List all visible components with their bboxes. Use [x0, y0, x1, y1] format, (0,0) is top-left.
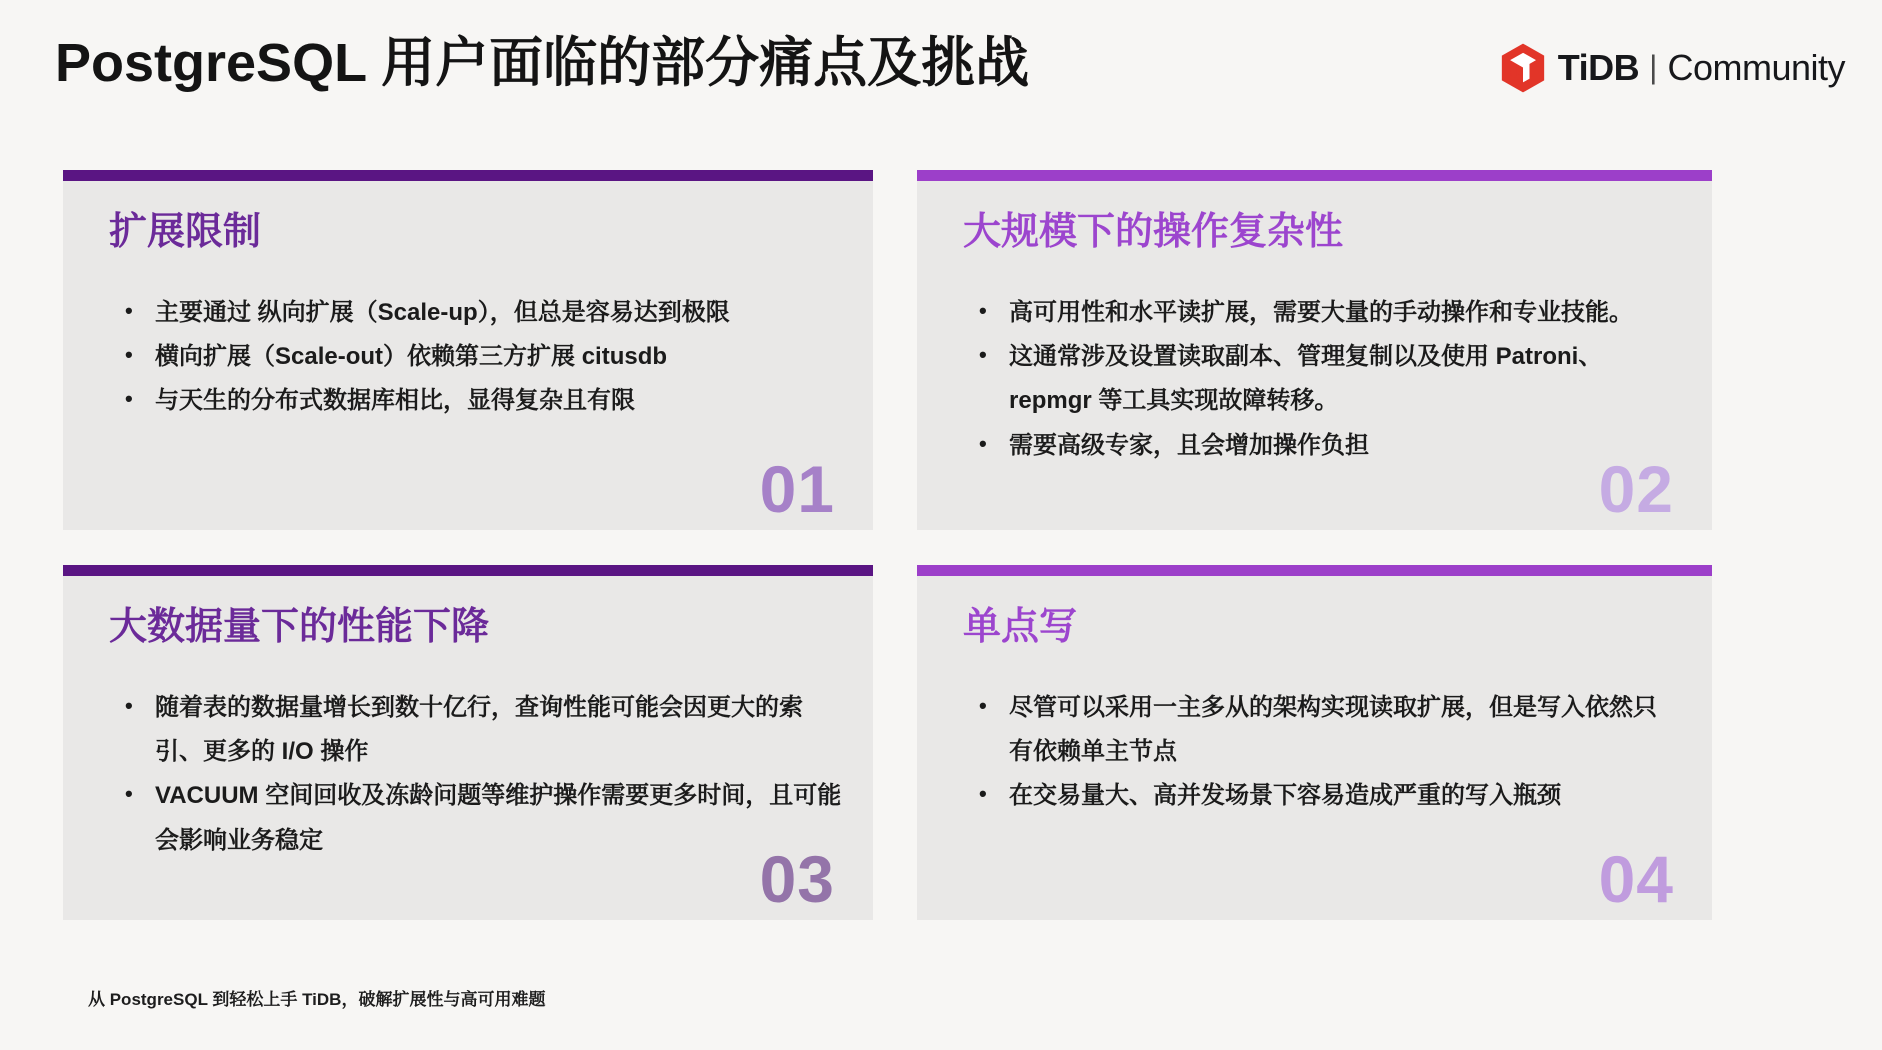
bullet-item: • VACUUM 空间回收及冻龄问题等维护操作需要更多时间，且可能会影响业务稳定	[125, 774, 843, 863]
bullet-item: • 尽管可以采用一主多从的架构实现读取扩展，但是写入依然只有依赖单主节点	[979, 686, 1682, 775]
bullet-item: • 高可用性和水平读扩展，需要大量的手动操作和专业技能。	[979, 291, 1682, 335]
bullet-item: • 随着表的数据量增长到数十亿行，查询性能可能会因更大的索引、更多的 I/O 操作	[125, 686, 843, 775]
bullet-dot-icon: •	[979, 781, 987, 807]
card-accent-bar	[917, 170, 1712, 181]
bullet-list	[109, 686, 843, 864]
card-operational-complexity	[917, 170, 1712, 530]
bullet-item: • 与天生的分布式数据库相比，显得复杂且有限	[125, 379, 843, 423]
bullet-list	[963, 291, 1682, 469]
card-accent-bar	[917, 565, 1712, 576]
card-number: 04	[1598, 842, 1674, 917]
card-title: 单点写	[963, 606, 1078, 648]
bullet-item: • 在交易量大、高并发场景下容易造成严重的写入瓶颈	[979, 774, 1682, 818]
logo-separator: |	[1649, 48, 1658, 85]
card-number: 03	[759, 842, 835, 917]
bullet-dot-icon: •	[979, 692, 987, 718]
bullet-dot-icon: •	[125, 297, 133, 323]
card-performance-degradation	[63, 565, 873, 920]
card-number: 01	[759, 452, 835, 527]
bullet-dot-icon: •	[979, 430, 987, 456]
bullet-item: • 这通常涉及设置读取副本、管理复制以及使用 Patroni、repmgr 等工具实现故障转移。	[979, 335, 1682, 424]
card-title: 大规模下的操作复杂性	[963, 211, 1344, 253]
bullet-item: • 需要高级专家，且会增加操作负担	[979, 424, 1682, 468]
bullet-item: • 横向扩展（Scale-out）依赖第三方扩展 citusdb	[125, 335, 843, 379]
card-accent-bar	[63, 170, 873, 181]
card-scaling-limits	[63, 170, 873, 530]
bullet-dot-icon: •	[125, 692, 133, 718]
tidb-community-logo	[1500, 42, 1845, 94]
tidb-cube-icon	[1500, 42, 1546, 94]
page-title: PostgreSQL 用户面临的部分痛点及挑战	[55, 33, 1030, 93]
bullet-item: • 主要通过 纵向扩展（Scale-up），但总是容易达到极限	[125, 291, 843, 335]
footer-note: 从 PostgreSQL 到轻松上手 TiDB，破解扩展性与高可用难题	[88, 990, 546, 1009]
bullet-dot-icon: •	[979, 297, 987, 323]
bullet-list	[963, 686, 1682, 819]
card-title: 扩展限制	[109, 211, 262, 253]
bullet-dot-icon: •	[125, 386, 133, 412]
card-title: 大数据量下的性能下降	[109, 606, 490, 648]
logo-brand-text: TiDB	[1557, 47, 1640, 88]
logo-wordmark	[1558, 47, 1845, 89]
bullet-dot-icon: •	[979, 342, 987, 368]
card-accent-bar	[63, 565, 873, 576]
bullet-dot-icon: •	[125, 342, 133, 368]
bullet-list	[109, 291, 843, 424]
pain-points-grid	[63, 170, 1712, 920]
logo-suffix-text: Community	[1667, 47, 1845, 88]
card-number: 02	[1598, 452, 1674, 527]
bullet-dot-icon: •	[125, 781, 133, 807]
card-single-point-write	[917, 565, 1712, 920]
slide-header	[55, 34, 1845, 94]
